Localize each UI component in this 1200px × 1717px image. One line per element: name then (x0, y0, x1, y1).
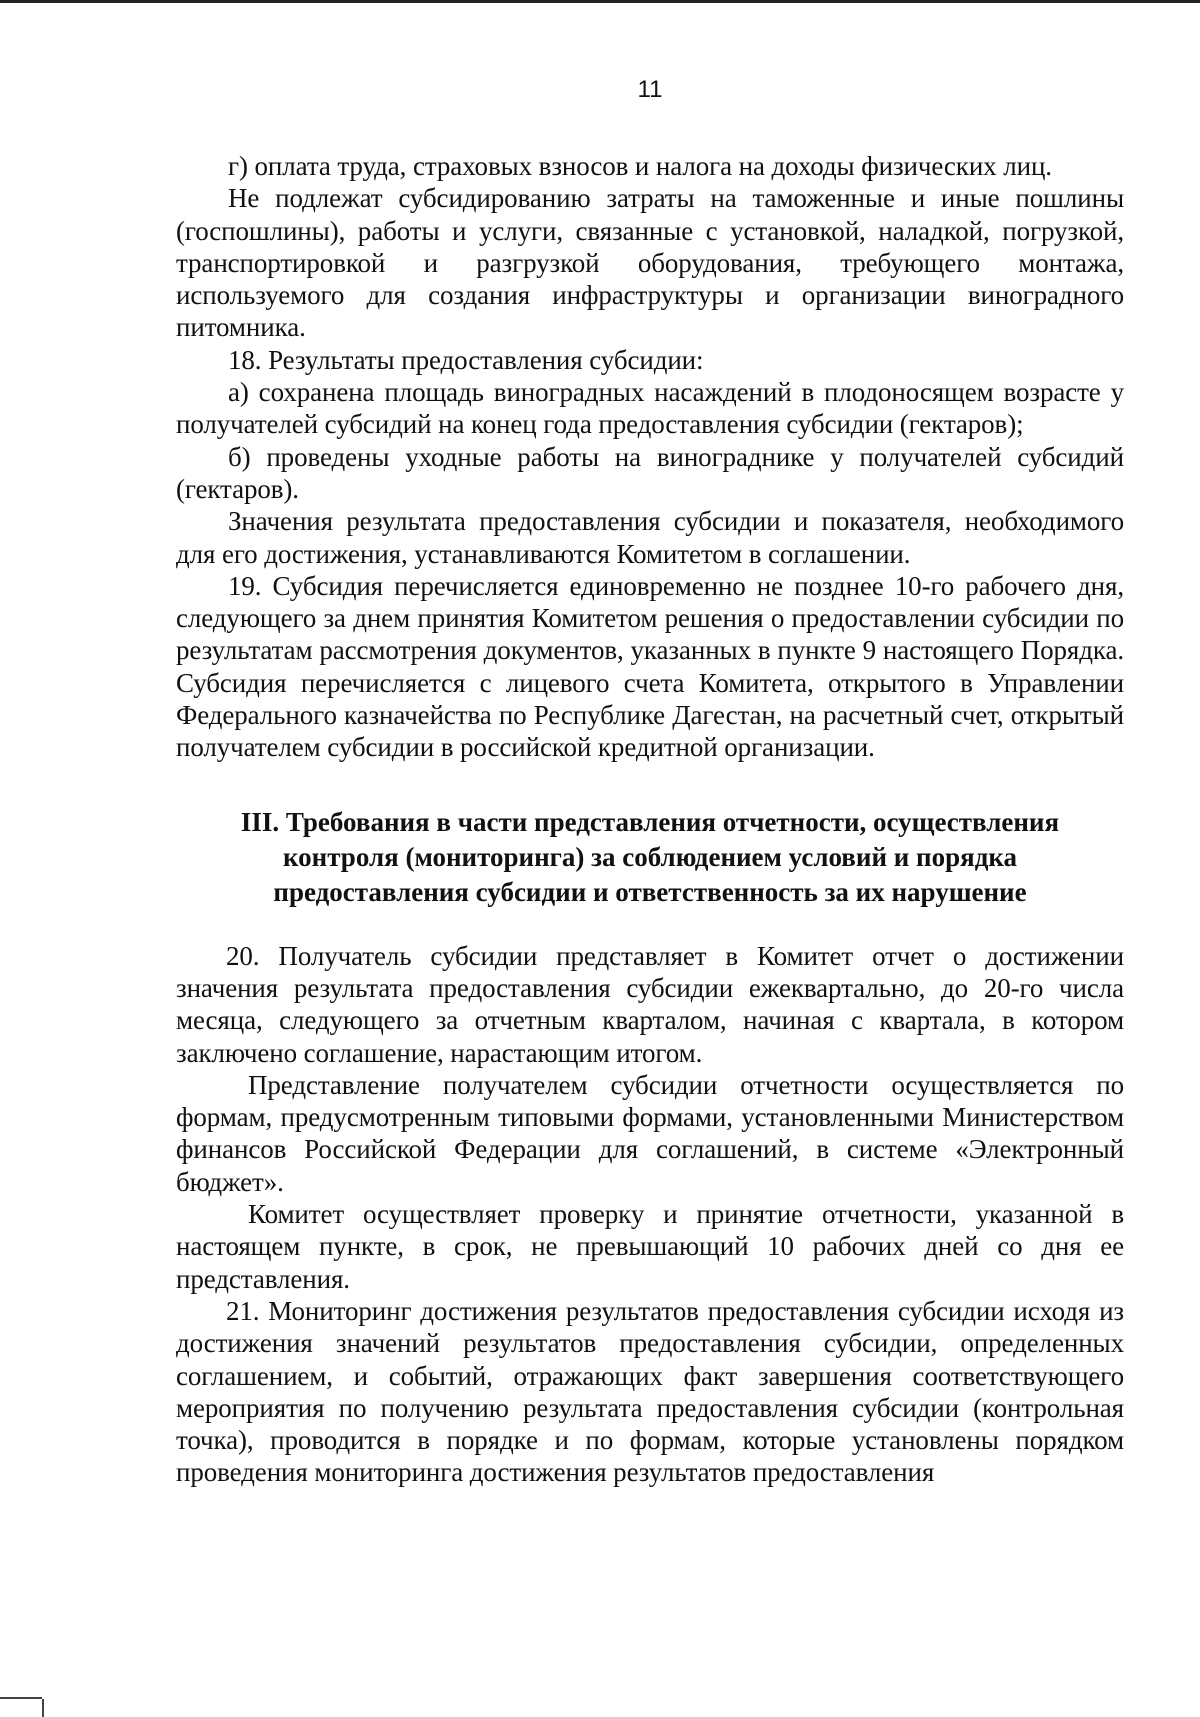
paragraph-result-a: а) сохранена площадь виноградных насаждений в плодоносящем возрасте у получателей субсидий на конец года предоставления субсидии (гектаров); (176, 377, 1124, 440)
corner-mark-vertical (42, 1699, 44, 1717)
paragraph-result-b: б) проведены уходные работы на винограднике у получателей субсидий (гектаров). (176, 441, 1124, 504)
paragraph-item-g: г) оплата труда, страховых взносов и налога на доходы физических лиц. (228, 151, 1052, 181)
section-heading-line-1: III. Требования в части представления отчетности, осуществления (240, 806, 1060, 837)
paragraph-excluded-costs: Не подлежат субсидированию затраты на таможенные и иные пошлины (госпошлины), работы и услуги, связанные с установкой, наладкой, погрузкой, транспортировкой и разгрузкой оборудования, требующего монтажа, используемого для создания инфраструктуры и организации виноградного питомника. (176, 183, 1124, 343)
paragraph-21-monitoring: 21. Мониторинг достижения результатов предоставления субсидии исходя из достижения значений результатов предоставления субсидии, определенных соглашением, и событий, отражающих факт завершения соответствующего мероприятия по получению результата предоставления субсидии (контрольная точка), проводится в порядке и по формам, которые установлены порядком проведения мониторинга достижения результатов предоставления (176, 1295, 1124, 1488)
section-heading-line-2: контроля (мониторинга) за соблюдением условий и порядка (282, 841, 1018, 872)
paragraph-18-results: 18. Результаты предоставления субсидии: (228, 344, 704, 375)
section-heading (176, 805, 1124, 910)
paragraph-20-report: 20. Получатель субсидии представляет в Комитет отчет о достижении значения результата предоставления субсидии ежеквартально, до 20-го числа месяца, следующего за отчетным кварталом, начиная с квартала, в котором заключено соглашение, нарастающим итогом. (176, 940, 1124, 1068)
paragraph-report-check: Комитет осуществляет проверку и принятие отчетности, указанной в настоящем пункте, в срок, не превышающий 10 рабочих дней со дня ее представления. (176, 1199, 1124, 1294)
document-body (176, 150, 1124, 1489)
paragraph-reporting-forms: Представление получателем субсидии отчетности осуществляется по формам, предусмотренным типовыми формами, установленными Министерством финансов Российской Федерации для соглашений, в системе «Электронный бюджет». (176, 1069, 1124, 1197)
paragraph-values-agreement: Значения результата предоставления субсидии и показателя, необходимого для его достижения, устанавливаются Комитетом в соглашении. (176, 506, 1124, 569)
corner-mark-horizontal (0, 1697, 42, 1699)
top-border-line (0, 0, 1200, 3)
section-body (176, 940, 1124, 1489)
page-number: 11 (637, 76, 663, 103)
section-heading-line-3: предоставления субсидии и ответственность за их нарушение (273, 876, 1027, 907)
paragraph-19-transfer: 19. Субсидия перечисляется единовременно не позднее 10-го рабочего дня, следующего за днем принятия Комитетом решения о предоставлении субсидии по результатам рассмотрения документов, указанных в пункте 9 настоящего Порядка. Субсидия перечисляется с лицевого счета Комитета, открытого в Управлении Федерального казначейства по Республике Дагестан, на расчетный счет, открытый получателем субсидии в российской кредитной организации. (176, 570, 1124, 763)
